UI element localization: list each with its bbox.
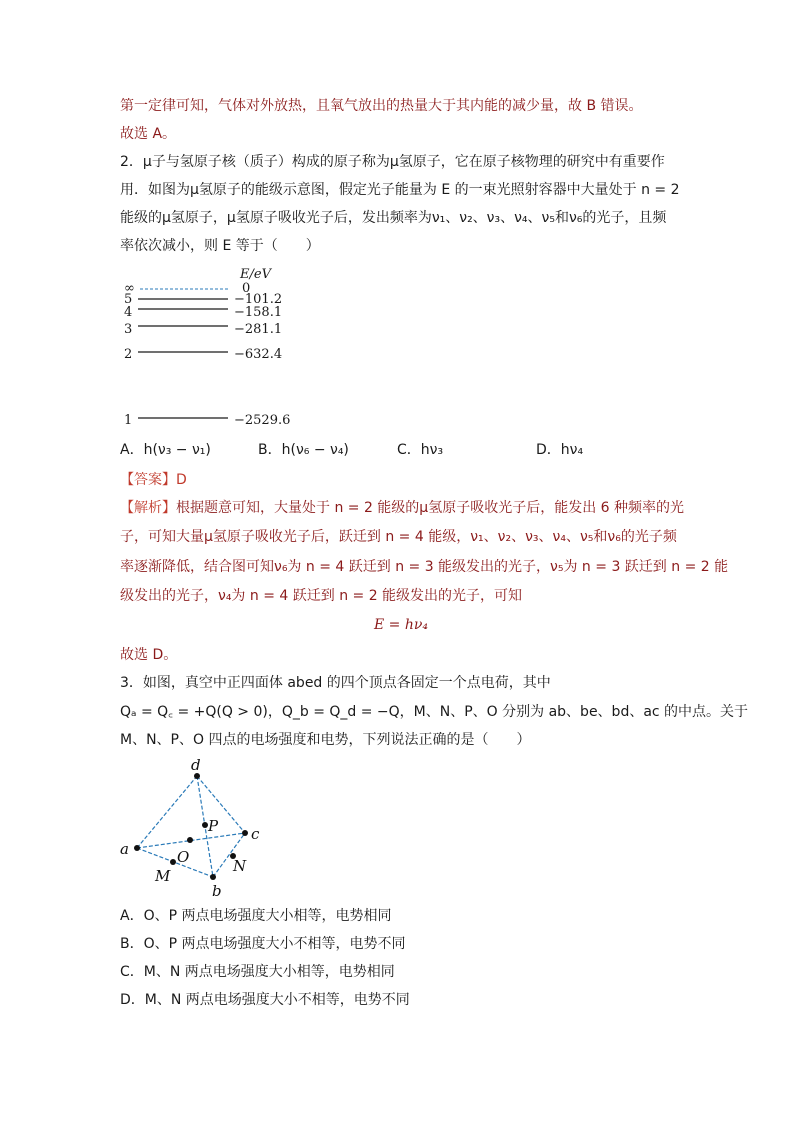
energy-level-diagram bbox=[118, 262, 298, 432]
label-a: a bbox=[120, 840, 129, 858]
q2-option-b[interactable]: B．h(ν₆ − ν₄) bbox=[258, 442, 349, 458]
prev-answer-text: 第一定律可知，气体对外放热，且氧气放出的热量大于其内能的减少量，故 B 错误。 bbox=[120, 98, 643, 114]
edge-ad bbox=[137, 776, 197, 848]
level-1-n: 1 bbox=[124, 413, 133, 428]
q2-equation: E = hν₄ bbox=[374, 617, 428, 633]
q2-choice: 故选 D。 bbox=[120, 647, 178, 663]
label-d: d bbox=[191, 756, 201, 774]
label-N: N bbox=[233, 857, 247, 875]
analysis-tag: 【解析】 bbox=[120, 500, 176, 516]
q2-analysis-line3: 率逐渐降低，结合图可知ν₆为 n = 4 跃迁到 n = 3 能级发出的光子，ν₅为 n = 3 跃迁到 n = 2 能 bbox=[120, 559, 729, 575]
q2-analysis-line4: 级发出的光子，ν₄为 n = 4 跃迁到 n = 2 能级发出的光子，可知 bbox=[120, 588, 523, 604]
q2-option-d[interactable]: D．hν₄ bbox=[536, 442, 584, 458]
vertex-a bbox=[134, 845, 140, 851]
q3-stem-line1: 3．如图，真空中正四面体 abed 的四个顶点各固定一个点电荷，其中 bbox=[120, 675, 551, 691]
q3-stem-line2: Qₐ = Q꜀ = +Q(Q > 0)，Q_b = Q_d = −Q，M、N、P、O 分别为 ab、be、bd、ac 的中点。关于 bbox=[120, 704, 749, 720]
prev-answer-choice: 故选 A。 bbox=[120, 126, 177, 142]
q3-option-a[interactable]: A．O、P 两点电场强度大小相等，电势相同 bbox=[120, 908, 392, 924]
point-M bbox=[170, 859, 176, 865]
q2-stem-line3: 能级的μ氢原子，μ氢原子吸收光子后，发出频率为ν₁、ν₂、ν₃、ν₄、ν₅和ν₆的光子，且频 bbox=[120, 210, 667, 226]
answer-tag: 【答案】 bbox=[120, 472, 176, 488]
level-5-n: 5 bbox=[124, 292, 133, 307]
q2-answer bbox=[120, 470, 187, 490]
q2-stem-line1: 2．μ子与氢原子核（质子）构成的原子称为μ氢原子，它在原子核物理的研究中有重要作 bbox=[120, 154, 665, 170]
q3-option-b[interactable]: B．O、P 两点电场强度大小不相等，电势不同 bbox=[120, 936, 406, 952]
q3-option-c[interactable]: C．M、N 两点电场强度大小相等，电势相同 bbox=[120, 964, 395, 980]
vertex-b bbox=[210, 874, 216, 880]
level-inf-n: ∞ bbox=[124, 281, 135, 296]
analysis-text-1: 根据题意可知，大量处于 n = 2 能级的μ氢原子吸收光子后，能发出 6 种频率的光 bbox=[176, 500, 685, 516]
label-O: O bbox=[177, 848, 190, 866]
q2-analysis-line2: 子，可知大量μ氢原子吸收光子后，跃迁到 n = 4 能级，ν₁、ν₂、ν₃、ν₄、ν₅和ν₆的光子频 bbox=[120, 529, 677, 545]
q2-option-a[interactable]: A．h(ν₃ − ν₁) bbox=[120, 442, 211, 458]
q2-analysis-line1 bbox=[120, 498, 684, 518]
level-4-n: 4 bbox=[124, 305, 133, 320]
tetrahedron-figure bbox=[115, 755, 275, 900]
level-inf-energy: 0 bbox=[242, 281, 251, 296]
label-P: P bbox=[208, 817, 219, 835]
label-b: b bbox=[212, 882, 222, 900]
q2-stem-line2: 用．如图为μ氢原子的能级示意图，假定光子能量为 E 的一束光照射容器中大量处于 n = 2 bbox=[120, 182, 680, 198]
level-2-energy: −632.4 bbox=[234, 347, 283, 362]
vertex-c bbox=[242, 830, 248, 836]
q2-stem-line4: 率依次减小，则 E 等于（ ） bbox=[120, 238, 320, 254]
q3-stem-line3: M、N、P、O 四点的电场强度和电势，下列说法正确的是（ ） bbox=[120, 732, 531, 748]
level-4-energy: −158.1 bbox=[234, 305, 283, 320]
q3-option-d[interactable]: D．M、N 两点电场强度大小不相等，电势不同 bbox=[120, 992, 410, 1008]
axis-label: E/eV bbox=[240, 267, 271, 282]
q2-option-c[interactable]: C．hν₃ bbox=[397, 442, 444, 458]
answer-value: D bbox=[176, 472, 187, 488]
label-c: c bbox=[251, 825, 260, 843]
label-M: M bbox=[155, 867, 171, 885]
level-3-energy: −281.1 bbox=[234, 322, 283, 337]
level-2-n: 2 bbox=[124, 347, 133, 362]
level-5-energy: −101.2 bbox=[234, 292, 283, 307]
level-3-n: 3 bbox=[124, 322, 133, 337]
level-1-energy: −2529.6 bbox=[234, 413, 291, 428]
point-O bbox=[187, 837, 193, 843]
